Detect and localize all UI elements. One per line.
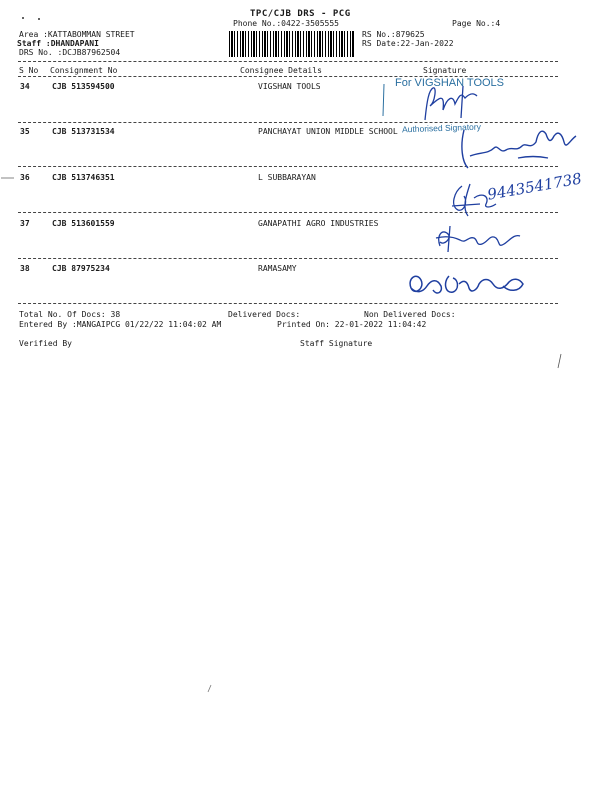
verified-by: Verified By: [19, 339, 72, 348]
column-header-signature: Signature: [423, 66, 467, 75]
total-docs: Total No. Of Docs: 38: [19, 310, 121, 319]
column-header-consignee: Consignee Details: [240, 66, 322, 75]
document-title: TPC/CJB DRS - PCG: [250, 9, 351, 19]
drs-number: DRS No. :DCJB87962504: [19, 48, 121, 57]
scan-mark: [0, 175, 30, 181]
column-header-consignment: Consignment No: [50, 66, 118, 75]
rs-date: RS Date:22-Jan-2022: [362, 39, 454, 48]
divider: [18, 61, 558, 62]
staff-signature-label: Staff Signature: [300, 339, 373, 348]
non-delivered-docs: Non Delivered Docs:: [364, 310, 456, 319]
staff-label: Staff :: [17, 39, 51, 48]
entered-by: Entered By :MANGAIPCG 01/22/22 11:04:02 AM: [19, 320, 222, 329]
scan-speck: [22, 17, 24, 19]
row-sno: 36: [20, 173, 30, 182]
delivered-docs: Delivered Docs:: [228, 310, 301, 319]
row-sno: 35: [20, 127, 30, 136]
scan-speck: [38, 18, 40, 20]
row-consignment: CJB 513601559: [52, 219, 115, 228]
printed-on: Printed On: 22-01-2022 11:04:42: [277, 320, 427, 329]
row-divider: [18, 258, 558, 259]
column-header-sno: S No: [19, 66, 39, 75]
row-consignment: CJB 513594500: [52, 82, 115, 91]
company-stamp-line2: Authorised Signatory: [401, 121, 482, 135]
scan-mark: [555, 352, 565, 372]
area-label: Area :KATTABOMMAN STREET: [19, 30, 135, 39]
signature-row-37: [430, 218, 530, 258]
row-consignee: PANCHAYAT UNION MIDDLE SCHOOL: [258, 127, 398, 136]
row-consignment: CJB 87975234: [52, 264, 110, 273]
phone-number: Phone No.:0422-3505555: [233, 19, 339, 28]
row-sno: 37: [20, 219, 30, 228]
row-sno: 34: [20, 82, 30, 91]
staff-field: [17, 39, 99, 48]
scan-mark: [205, 683, 215, 695]
row-consignment: CJB 513731534: [52, 127, 115, 136]
row-sno: 38: [20, 264, 30, 273]
rs-number: RS No.:879625: [362, 30, 425, 39]
row-consignee: VIGSHAN TOOLS: [258, 82, 321, 91]
company-stamp-line1: For VIGSHAN TOOLS: [395, 77, 505, 89]
handwritten-phone-number: 9443541738: [486, 169, 584, 204]
row-consignment: CJB 513746351: [52, 173, 115, 182]
staff-name: DHANDAPANI: [50, 39, 99, 48]
row-consignee: GANAPATHI AGRO INDUSTRIES: [258, 219, 379, 228]
page-number: Page No.:4: [452, 19, 501, 28]
signature-row-38: [403, 266, 533, 306]
row-consignee: RAMASAMY: [258, 264, 297, 273]
stamp-mark: [380, 82, 390, 122]
barcode: [229, 31, 354, 57]
row-consignee: L SUBBARAYAN: [258, 173, 316, 182]
